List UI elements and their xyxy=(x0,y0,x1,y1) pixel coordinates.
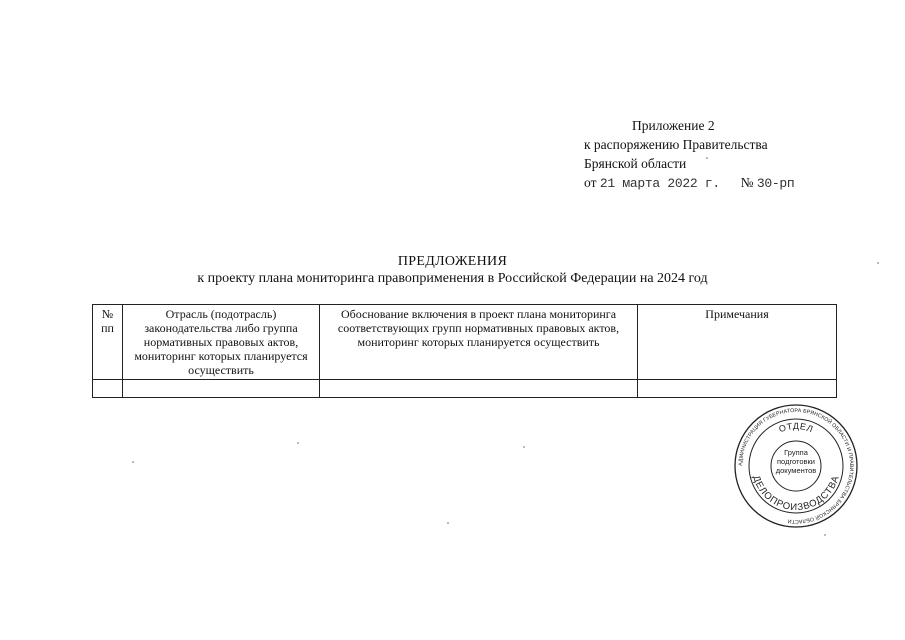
header-justification: Обоснование включения в проект плана мониторинга соответствующих групп нормативных правовых актов, мониторинг которых планируется осуществить xyxy=(320,305,638,380)
scan-speck xyxy=(132,461,134,463)
svg-text:ОТДЕЛ xyxy=(777,421,814,434)
order-number: 30-рп xyxy=(756,176,795,191)
table-cell xyxy=(320,380,638,398)
stamp-arc-top: ОТДЕЛ xyxy=(777,420,815,435)
scan-speck xyxy=(877,262,879,264)
region-name: Брянской области xyxy=(584,156,687,171)
number-sign: № xyxy=(740,175,754,190)
approval-block xyxy=(584,116,794,193)
stamp-ring-text: АДМИНИСТРАЦИЯ ГУБЕРНАТОРА БРЯНСКОЙ ОБЛАСТИ И ПРАВИТЕЛЬСТВА БРЯНСКОЙ ОБЛАСТИ xyxy=(737,407,855,525)
header-branch: Отрасль (подотрасль) законодательства либо группа нормативных правовых актов, мониторинг которых планируется осуществить xyxy=(123,305,320,380)
scan-speck xyxy=(824,534,826,536)
stamp-arc-bottom: ДЕЛОПРОИЗВОДСТВА xyxy=(750,474,842,514)
table-cell xyxy=(638,380,837,398)
table-header-row xyxy=(93,305,837,380)
order-date: 21 марта 2022 г. xyxy=(599,176,720,191)
scan-speck xyxy=(706,157,708,159)
scan-speck xyxy=(297,442,299,444)
stamp-center-line: документов xyxy=(775,466,817,475)
table-cell xyxy=(123,380,320,398)
title-main: ПРЕДЛОЖЕНИЯ xyxy=(397,254,508,269)
scan-speck xyxy=(523,446,525,448)
title-subtitle: к проекту плана мониторинга правоприменения в Российской Федерации на 2024 год xyxy=(197,271,708,286)
stamp-center-line: подготовки xyxy=(777,457,815,466)
proposals-table xyxy=(92,304,837,398)
appendix-label: Приложение 2 xyxy=(632,118,715,133)
date-prefix: от xyxy=(584,175,597,190)
order-date-line xyxy=(584,173,794,193)
table-row xyxy=(93,380,837,398)
header-number: № пп xyxy=(93,305,123,380)
table-cell xyxy=(93,380,123,398)
header-notes: Примечания xyxy=(638,305,837,380)
order-reference: к распоряжению Правительства xyxy=(584,137,768,152)
stamp-center-text xyxy=(769,448,823,475)
stamp-center-line: Группа xyxy=(784,448,808,457)
scan-speck xyxy=(447,522,449,524)
